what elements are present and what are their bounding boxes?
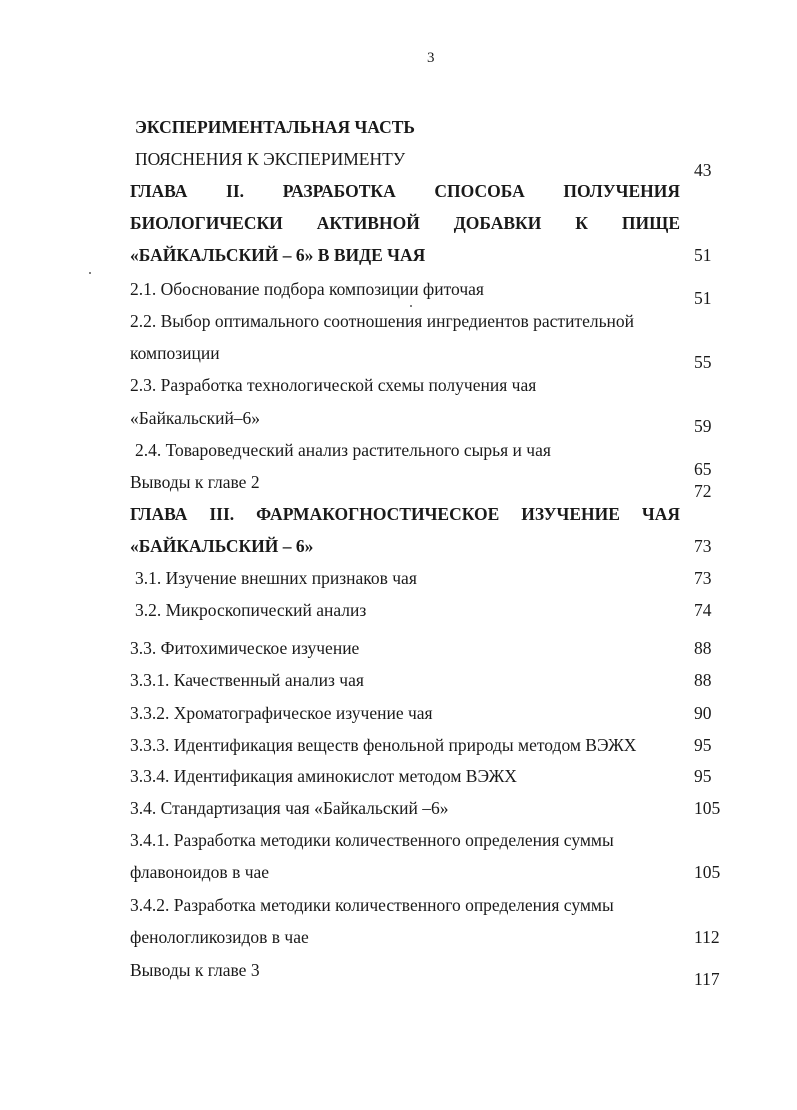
toc-page-43: 43 [694, 160, 712, 180]
toc-chapter-3-line1: ГЛАВА III. ФАРМАКОГНОСТИЧЕСКОЕ ИЗУЧЕНИЕ ЧАЯ [130, 504, 680, 524]
toc-section-3-4-1-page: 105 [694, 862, 721, 882]
toc-section-3-3: 3.3. Фитохимическое изучение [130, 638, 360, 658]
toc-section-2-3-line1: 2.3. Разработка технологической схемы получения чая [130, 375, 537, 395]
toc-section-2-1: 2.1. Обоснование подбора композиции фиточая [130, 279, 484, 299]
toc-section-2-1-page: 51 [694, 288, 712, 308]
toc-section-3-3-2: 3.3.2. Хроматографическое изучение чая [130, 703, 433, 723]
toc-chapter-2-page: 51 [694, 245, 712, 265]
toc-section-3-4-1-line1: 3.4.1. Разработка методики количественного определения суммы [130, 830, 614, 850]
toc-section-2-4-page: 65 [694, 459, 712, 479]
toc-section-3-4: 3.4. Стандартизация чая «Байкальский –6» [130, 798, 449, 818]
toc-section-2-3-line2: «Байкальский–6» [130, 408, 261, 428]
toc-chapter-3-line2: «БАЙКАЛЬСКИЙ – 6» [130, 536, 314, 556]
toc-section-3-3-1: 3.3.1. Качественный анализ чая [130, 670, 364, 690]
toc-section-3-4-1-line2: флавоноидов в чае [130, 862, 270, 882]
toc-chapter-2-line1: ГЛАВА II. РАЗРАБОТКА СПОСОБА ПОЛУЧЕНИЯ [130, 181, 680, 201]
toc-chapter-2-line3: «БАЙКАЛЬСКИЙ – 6» В ВИДЕ ЧАЯ [130, 245, 426, 265]
toc-section-3-4-2-page: 112 [694, 927, 720, 947]
toc-section-3-3-3-page: 95 [694, 735, 712, 755]
toc-conclusions-3-page: 117 [694, 969, 720, 989]
toc-conclusions-2: Выводы к главе 2 [130, 472, 260, 492]
toc-section-2-3-page: 59 [694, 416, 712, 436]
toc-chapter-2-line2: БИОЛОГИЧЕСКИ АКТИВНОЙ ДОБАВКИ К ПИЩЕ [130, 213, 680, 233]
toc-section-3-3-4: 3.3.4. Идентификация аминокислот методом ВЭЖХ [130, 766, 517, 786]
toc-section-2-2-page: 55 [694, 352, 712, 372]
toc-section-3-3-1-page: 88 [694, 670, 712, 690]
toc-section-3-1: 3.1. Изучение внешних признаков чая [135, 568, 417, 588]
toc-chapter-3-page: 73 [694, 536, 712, 556]
toc-section-3-4-2-line2: фенологликозидов в чае [130, 927, 309, 947]
toc-experimental-note: ПОЯСНЕНИЯ К ЭКСПЕРИМЕНТУ [135, 149, 406, 169]
toc-section-3-2: 3.2. Микроскопический анализ [135, 600, 367, 620]
scan-speck [89, 272, 91, 274]
toc-experimental-heading: ЭКСПЕРИМЕНТАЛЬНАЯ ЧАСТЬ [135, 117, 415, 137]
toc-section-3-3-3: 3.3.3. Идентификация веществ фенольной природы методом ВЭЖХ [130, 735, 637, 755]
toc-section-2-4: 2.4. Товароведческий анализ растительного сырья и чая [135, 440, 551, 460]
toc-section-3-4-page: 105 [694, 798, 721, 818]
toc-section-3-3-2-page: 90 [694, 703, 712, 723]
toc-section-2-2-line2: композиции [130, 343, 220, 363]
toc-section-3-1-page: 73 [694, 568, 712, 588]
toc-section-3-2-page: 74 [694, 600, 712, 620]
toc-section-3-4-2-line1: 3.4.2. Разработка методики количественного определения суммы [130, 895, 614, 915]
toc-conclusions-3: Выводы к главе 3 [130, 960, 260, 980]
page-number: 3 [427, 50, 435, 66]
toc-conclusions-2-page: 72 [694, 481, 712, 501]
scan-speck [410, 305, 412, 307]
toc-section-3-3-page: 88 [694, 638, 712, 658]
toc-section-3-3-4-page: 95 [694, 766, 712, 786]
toc-section-2-2-line1: 2.2. Выбор оптимального соотношения ингредиентов растительной [130, 311, 635, 331]
